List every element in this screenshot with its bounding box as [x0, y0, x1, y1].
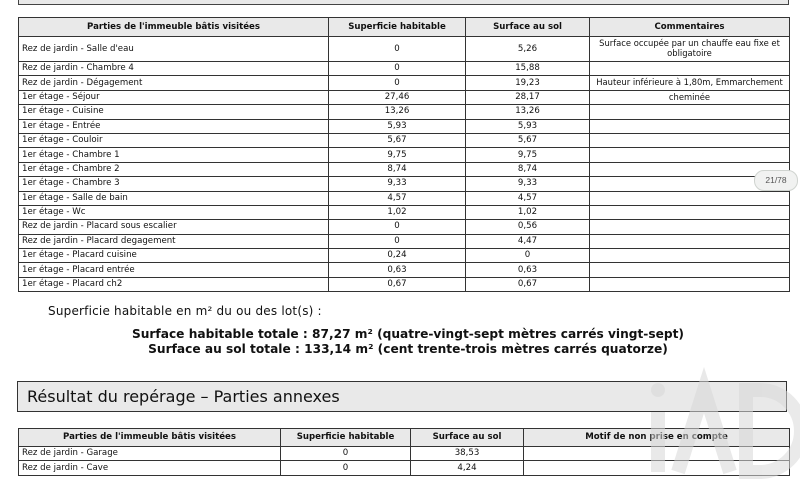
cell-comment — [590, 263, 790, 277]
cell-habitable: 0 — [329, 76, 466, 90]
cell-sol: 9,75 — [466, 148, 590, 162]
cell-comment: Hauteur inférieure à 1,80m, Emmarchement — [590, 76, 790, 90]
cell-piece: 1er étage - Séjour — [19, 90, 329, 104]
cell-piece: 1er étage - Entrée — [19, 119, 329, 133]
cell-comment: Surface occupée par un chauffe eau fixe et obligatoire — [590, 37, 790, 62]
cell-sol: 13,26 — [466, 105, 590, 119]
cell-sol: 38,53 — [411, 447, 524, 461]
cell-habitable: 0 — [329, 62, 466, 76]
col-header-sol: Surface au sol — [411, 429, 524, 447]
cell-comment — [590, 205, 790, 219]
cell-habitable: 0 — [281, 461, 411, 475]
total-habitable: Surface habitable totale : 87,27 m² (quatre-vingt-sept mètres carrés vingt-sept) — [131, 327, 685, 341]
table-row — [19, 220, 790, 234]
col-header-sol: Surface au sol — [466, 18, 590, 37]
cell-habitable: 9,33 — [329, 177, 466, 191]
cell-piece: 1er étage - Wc — [19, 205, 329, 219]
cell-sol: 5,26 — [466, 37, 590, 62]
superficie-label: Superficie habitable en m² du ou des lot(s) : — [48, 304, 322, 318]
cell-sol: 5,67 — [466, 133, 590, 147]
cell-piece: 1er étage - Couloir — [19, 133, 329, 147]
cell-habitable: 0 — [329, 37, 466, 62]
cell-habitable: 5,93 — [329, 119, 466, 133]
table-row — [19, 249, 790, 263]
col-header-pieces: Parties de l'immeuble bâtis visitées — [19, 18, 329, 37]
cell-sol: 0 — [466, 249, 590, 263]
page-counter-badge[interactable]: 21/78 — [754, 170, 798, 191]
cell-piece: 1er étage - Placard cuisine — [19, 249, 329, 263]
cell-piece: 1er étage - Cuisine — [19, 105, 329, 119]
cell-comment — [590, 191, 790, 205]
cell-comment — [590, 148, 790, 162]
cell-motif — [524, 447, 790, 461]
cell-sol: 8,74 — [466, 162, 590, 176]
cell-habitable: 8,74 — [329, 162, 466, 176]
table-header-row — [19, 429, 790, 447]
table-row — [19, 162, 790, 176]
table-row — [19, 119, 790, 133]
col-header-pieces: Parties de l'immeuble bâtis visitées — [19, 429, 281, 447]
table-row — [19, 133, 790, 147]
cell-comment — [590, 277, 790, 291]
cell-piece: 1er étage - Placard ch2 — [19, 277, 329, 291]
cell-habitable: 0,63 — [329, 263, 466, 277]
cell-piece: Rez de jardin - Dégagement — [19, 76, 329, 90]
cell-habitable: 4,57 — [329, 191, 466, 205]
cell-sol: 0,63 — [466, 263, 590, 277]
cell-habitable: 1,02 — [329, 205, 466, 219]
total-sol: Surface au sol totale : 133,14 m² (cent trente-trois mètres carrés quatorze) — [148, 342, 668, 356]
table-row — [19, 37, 790, 62]
cell-motif — [524, 461, 790, 475]
col-header-habitable: Superficie habitable — [281, 429, 411, 447]
cell-sol: 4,57 — [466, 191, 590, 205]
table-row — [19, 76, 790, 90]
cell-piece: 1er étage - Chambre 2 — [19, 162, 329, 176]
table-row — [19, 277, 790, 291]
cell-habitable: 0,24 — [329, 249, 466, 263]
cell-piece: Rez de jardin - Placard sous escalier — [19, 220, 329, 234]
table-row — [19, 234, 790, 248]
cell-piece: Rez de jardin - Salle d'eau — [19, 37, 329, 62]
cell-sol: 0,56 — [466, 220, 590, 234]
cell-comment — [590, 133, 790, 147]
table-row — [19, 191, 790, 205]
cell-habitable: 0,67 — [329, 277, 466, 291]
cell-piece: 1er étage - Chambre 3 — [19, 177, 329, 191]
cell-habitable: 13,26 — [329, 105, 466, 119]
cell-sol: 19,23 — [466, 76, 590, 90]
cell-piece: Rez de jardin - Placard degagement — [19, 234, 329, 248]
cell-habitable: 0 — [281, 447, 411, 461]
table-row — [19, 461, 790, 475]
surfaces-table — [18, 17, 790, 292]
cell-sol: 28,17 — [466, 90, 590, 104]
cell-sol: 4,47 — [466, 234, 590, 248]
cell-comment: cheminée — [590, 90, 790, 104]
cell-piece: 1er étage - Salle de bain — [19, 191, 329, 205]
annexes-table — [18, 428, 790, 476]
table-row — [19, 62, 790, 76]
cell-comment — [590, 119, 790, 133]
cell-comment — [590, 105, 790, 119]
table-row — [19, 177, 790, 191]
cell-piece: Rez de jardin - Chambre 4 — [19, 62, 329, 76]
previous-table-edge — [18, 0, 789, 5]
section-title: Résultat du repérage – Parties annexes — [17, 381, 787, 412]
cell-sol: 9,33 — [466, 177, 590, 191]
col-header-motif: Motif de non prise en compte — [524, 429, 790, 447]
cell-sol: 15,88 — [466, 62, 590, 76]
cell-piece: Rez de jardin - Garage — [19, 447, 281, 461]
cell-piece: 1er étage - Placard entrée — [19, 263, 329, 277]
cell-piece: Rez de jardin - Cave — [19, 461, 281, 475]
table-row — [19, 263, 790, 277]
cell-habitable: 27,46 — [329, 90, 466, 104]
cell-habitable: 0 — [329, 234, 466, 248]
cell-comment — [590, 234, 790, 248]
cell-comment — [590, 220, 790, 234]
col-header-commentaires: Commentaires — [590, 18, 790, 37]
table-row — [19, 90, 790, 104]
table-row — [19, 447, 790, 461]
table-row — [19, 148, 790, 162]
cell-sol: 1,02 — [466, 205, 590, 219]
cell-comment — [590, 62, 790, 76]
col-header-habitable: Superficie habitable — [329, 18, 466, 37]
cell-comment — [590, 249, 790, 263]
table-header-row — [19, 18, 790, 37]
table-row — [19, 205, 790, 219]
cell-sol: 0,67 — [466, 277, 590, 291]
cell-sol: 5,93 — [466, 119, 590, 133]
cell-sol: 4,24 — [411, 461, 524, 475]
table-row — [19, 105, 790, 119]
cell-piece: 1er étage - Chambre 1 — [19, 148, 329, 162]
cell-habitable: 9,75 — [329, 148, 466, 162]
cell-habitable: 5,67 — [329, 133, 466, 147]
cell-habitable: 0 — [329, 220, 466, 234]
